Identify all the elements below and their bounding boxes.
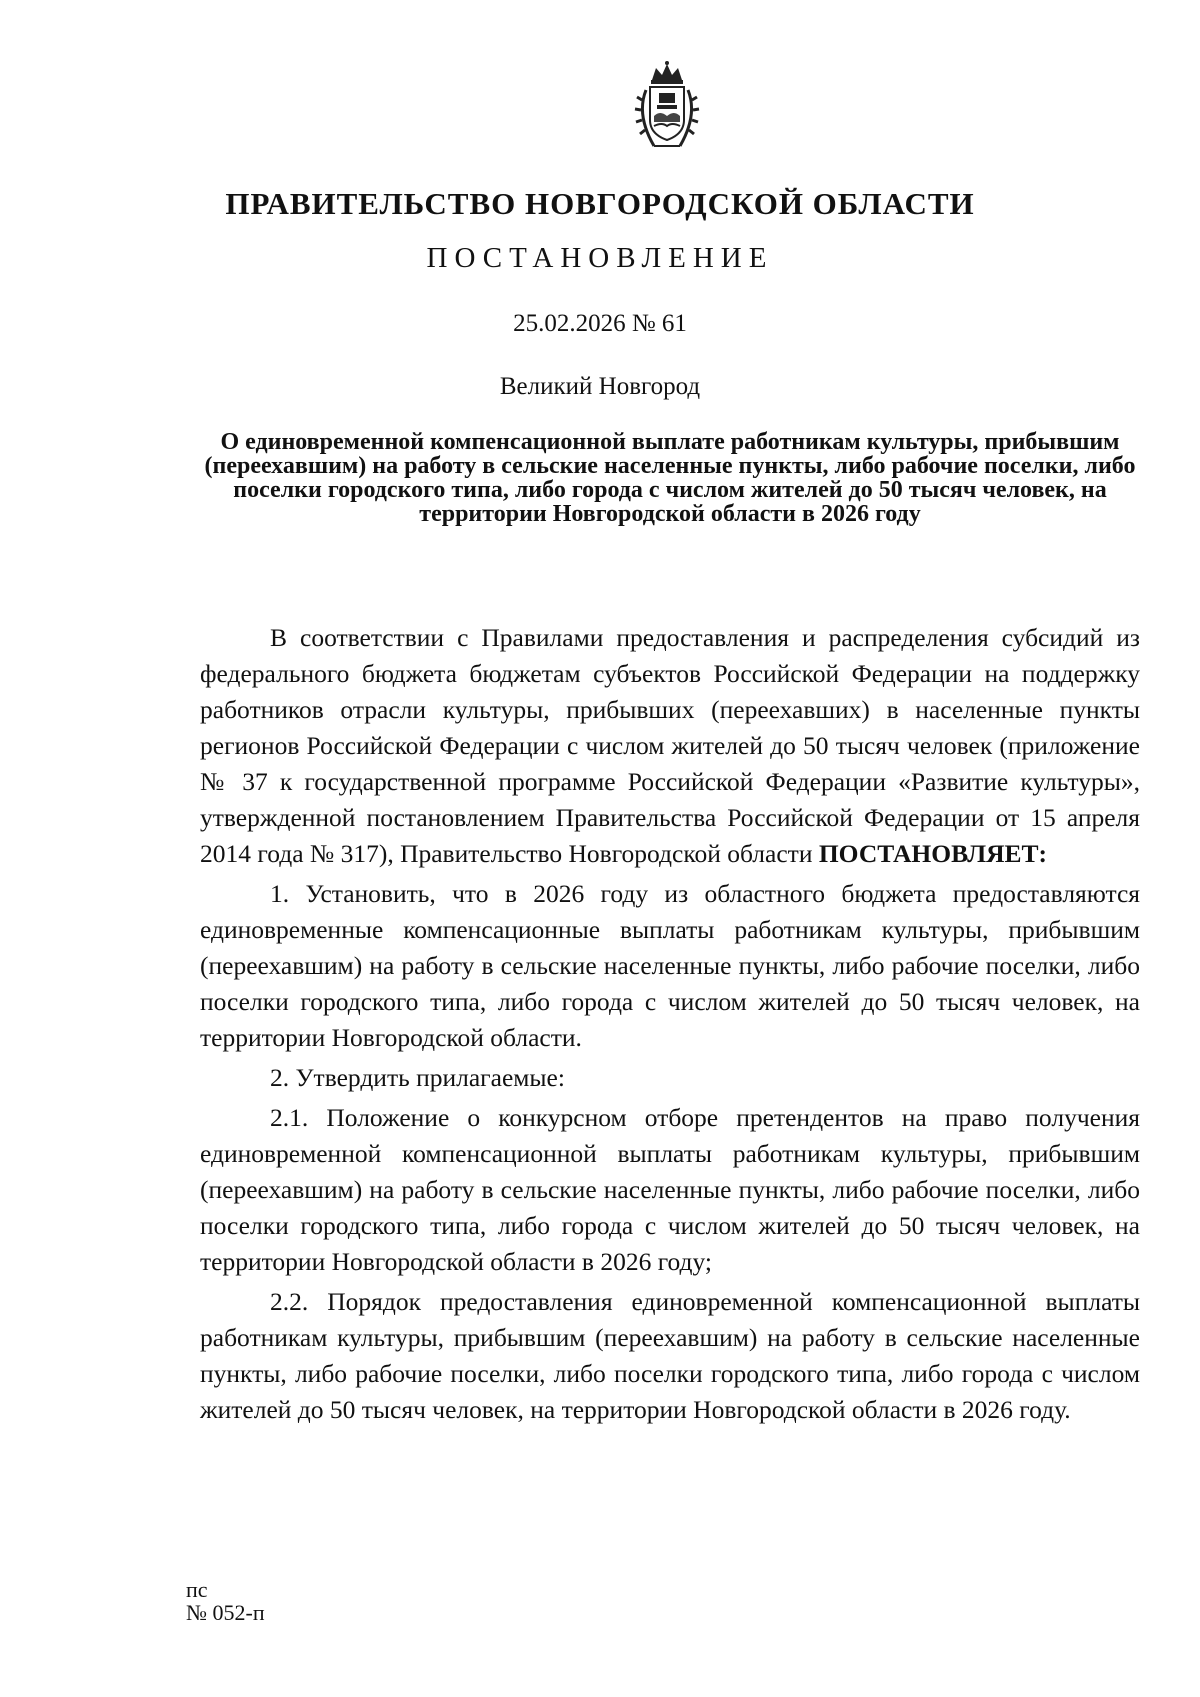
document-body: [200, 620, 1140, 1428]
novgorod-coat-of-arms-icon: [632, 60, 702, 152]
item-2-2: 2.2. Порядок предоставления единовременной компенсационной выплаты работникам культуры, прибывшим (переехавшим) на работу в сельские населенные пункты, либо рабочие поселки, либо поселки городского типа, либо города с числом жителей до 50 тысяч человек, на территории Новгородской области в 2026 году.: [200, 1287, 1140, 1424]
document-type: ПОСТАНОВЛЕНИЕ: [426, 242, 774, 274]
date-and-number: 25.02.2026 № 61: [513, 310, 687, 337]
item-1: 1. Установить, что в 2026 году из областного бюджета предоставляются единовременные компенсационные выплаты работникам культуры, прибывшим (переехавшим) на работу в сельские населенные пункты, либо рабочие поселки, либо поселки городского типа, либо города с числом жителей до 50 тысяч человек, на территории Новгородской области.: [200, 879, 1140, 1052]
footer-code: пс: [186, 1577, 208, 1602]
footer-registration: [186, 1578, 265, 1624]
preamble-paragraph: [200, 620, 1140, 872]
government-name: ПРАВИТЕЛЬСТВО НОВГОРОДСКОЙ ОБЛАСТИ: [225, 186, 975, 221]
item-2: 2. Утвердить прилагаемые:: [270, 1063, 565, 1092]
footer-number: № 052-п: [186, 1600, 265, 1625]
city: Великий Новгород: [499, 373, 701, 400]
document-title: О единовременной компенсационной выплате работникам культуры, прибывшим (переехавшим) на работу в сельские населенные пункты, либо рабочие поселки, либо поселки городского типа, либо города с числом жителей до 50 тысяч человек, на территории Новгородской области в 2026 году: [204, 429, 1136, 527]
item-2-1: 2.1. Положение о конкурсном отборе претендентов на право получения единовременной компенсационной выплаты работникам культуры, прибывшим (переехавшим) на работу в сельские населенные пункты, либо рабочие поселки, либо поселки городского типа, либо города с числом жителей до 50 тысяч человек, на территории Новгородской области в 2026 году;: [200, 1103, 1140, 1276]
resolves-keyword: ПОСТАНОВЛЯЕТ:: [818, 839, 1048, 868]
preamble-text: В соответствии с Правилами предоставления и распределения субсидий из федерального бюджета бюджетам субъектов Российской Федерации на поддержку работников отрасли культуры, прибывших (переехавших) в населенные пункты регионов Российской Федерации с числом жителей до 50 тысяч человек (приложение № 37 к государственной программе Российской Федерации «Развитие культуры», утвержденной постановлением Правительства Российской Федерации от 15 апреля 2014 года № 317), Правительство Новгородской области: [200, 623, 1140, 868]
